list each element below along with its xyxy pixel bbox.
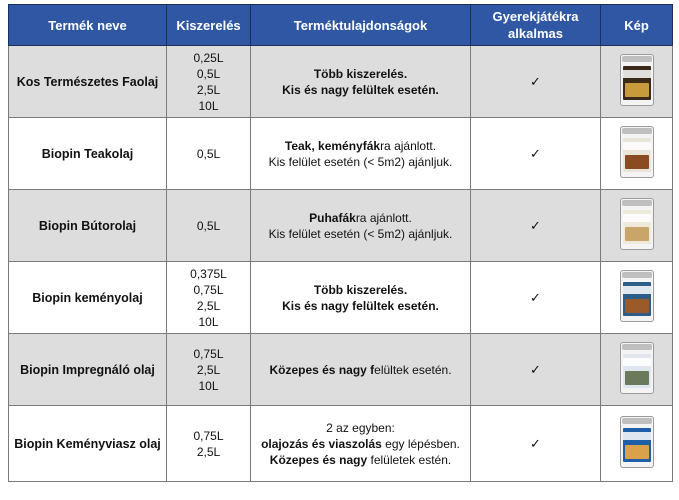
table-row: [9, 46, 673, 118]
property-text: Kis és nagy felültek esetén.: [282, 82, 439, 97]
kids-suitable-cell: [471, 118, 601, 190]
can-wood-sample: [625, 371, 649, 385]
product-name-cell: Biopin Bútorolaj: [9, 190, 167, 262]
property-text: egy lépésben.: [381, 436, 460, 451]
can-wood-sample: [625, 83, 649, 97]
product-name-cell: Biopin Impregnáló olaj: [9, 334, 167, 406]
table-row: [9, 406, 673, 482]
checkmark-icon: ✓: [530, 145, 541, 161]
kemenyolaj-can-icon: [620, 270, 654, 322]
property-text: Kis felület esetén (< 5m2) ajánljuk.: [268, 154, 453, 169]
can-lid: [622, 200, 652, 206]
property-line: [255, 298, 466, 314]
property-text: ra ajánlott.: [380, 138, 437, 153]
property-line: [255, 420, 466, 436]
product-image-cell: [601, 334, 673, 406]
can-stripe: [623, 432, 651, 440]
can-lid: [622, 272, 652, 278]
table-row: [9, 262, 673, 334]
impregnalo-can-icon: [620, 342, 654, 394]
size-value: 0,5L: [196, 146, 221, 161]
size-value: 2,5L: [196, 82, 221, 97]
property-line: [255, 452, 466, 468]
can-lid: [622, 344, 652, 350]
teakolaj-can-icon: [620, 126, 654, 178]
table-row: [9, 190, 673, 262]
size-value: 0,25L: [193, 50, 224, 65]
property-text: Teak, keményfák: [284, 138, 381, 153]
property-line: [255, 154, 466, 170]
header-kids-suitable: Gyerekjátékra alkalmas: [471, 5, 601, 46]
can-lid: [622, 56, 652, 62]
property-text: felületek estén.: [367, 452, 452, 467]
product-table: [8, 4, 673, 482]
table-body: [9, 46, 673, 482]
kids-suitable-cell: [471, 46, 601, 118]
property-text: elültek esetén.: [374, 362, 452, 377]
size-value: 2,5L: [196, 444, 221, 459]
property-text: olajozás és viaszolás: [261, 436, 382, 451]
can-stripe: [623, 358, 651, 366]
checkmark-icon: ✓: [530, 217, 541, 233]
product-image-cell: [601, 118, 673, 190]
size-value: 0,75L: [193, 428, 224, 443]
property-line: [255, 226, 466, 242]
property-text: Több kiszerelés.: [313, 66, 408, 81]
property-text: Több kiszerelés.: [313, 282, 408, 297]
kids-suitable-cell: [471, 406, 601, 482]
property-text: 2 az egyben:: [326, 420, 395, 435]
header-size: Kiszerelés: [167, 5, 251, 46]
can-lid: [622, 418, 652, 424]
property-line: [255, 362, 466, 378]
product-image-cell: [601, 406, 673, 482]
can-stripe: [623, 286, 651, 294]
butorolaj-can-icon: [620, 198, 654, 250]
product-image-cell: [601, 262, 673, 334]
property-line: [255, 138, 466, 154]
kemenyviasz-can-icon: [620, 416, 654, 468]
table-row: [9, 118, 673, 190]
checkmark-icon: ✓: [530, 435, 541, 451]
property-text: Közepes és nagy: [269, 452, 368, 467]
size-value: 2,5L: [196, 362, 221, 377]
size-cell: [167, 262, 251, 334]
size-value: 0,375L: [190, 266, 227, 281]
checkmark-icon: ✓: [530, 73, 541, 89]
property-text: ra ajánlott.: [355, 210, 412, 225]
property-line: [255, 436, 466, 452]
size-value: 0,75L: [193, 282, 224, 297]
header-product-name: Termék neve: [9, 5, 167, 46]
product-image-cell: [601, 46, 673, 118]
header-image: Kép: [601, 5, 673, 46]
size-value: 0,5L: [196, 218, 221, 233]
properties-cell: [251, 406, 471, 482]
size-value: 10L: [198, 98, 219, 113]
size-cell: [167, 190, 251, 262]
size-value: 0,5L: [196, 66, 221, 81]
kids-suitable-cell: [471, 334, 601, 406]
properties-cell: [251, 262, 471, 334]
product-name-cell: Biopin Keményviasz olaj: [9, 406, 167, 482]
kids-suitable-cell: [471, 190, 601, 262]
property-text: Kis felület esetén (< 5m2) ajánljuk.: [268, 226, 453, 241]
size-cell: [167, 406, 251, 482]
product-name-cell: Biopin Teakolaj: [9, 118, 167, 190]
can-lid: [622, 128, 652, 134]
can-wood-sample: [625, 445, 649, 459]
product-name-cell: Kos Természetes Faolaj: [9, 46, 167, 118]
size-cell: [167, 334, 251, 406]
property-text: Közepes és nagy f: [269, 362, 375, 377]
kids-suitable-cell: [471, 262, 601, 334]
checkmark-icon: ✓: [530, 361, 541, 377]
properties-cell: [251, 334, 471, 406]
can-stripe: [623, 70, 651, 78]
can-stripe: [623, 214, 651, 222]
properties-cell: [251, 118, 471, 190]
size-value: 0,75L: [193, 346, 224, 361]
product-name-cell: Biopin keményolaj: [9, 262, 167, 334]
can-stripe: [623, 142, 651, 150]
table-header: [9, 5, 673, 46]
properties-cell: [251, 46, 471, 118]
can-wood-sample: [625, 155, 649, 169]
property-line: [255, 282, 466, 298]
property-text: Kis és nagy felültek esetén.: [282, 298, 439, 313]
size-value: 2,5L: [196, 298, 221, 313]
checkmark-icon: ✓: [530, 289, 541, 305]
properties-cell: [251, 190, 471, 262]
can-wood-sample: [625, 227, 649, 241]
product-image-cell: [601, 190, 673, 262]
size-cell: [167, 118, 251, 190]
property-line: [255, 82, 466, 98]
faolaj-can-icon: [620, 54, 654, 106]
size-value: 10L: [198, 378, 219, 393]
property-line: [255, 66, 466, 82]
size-cell: [167, 46, 251, 118]
can-wood-sample: [625, 299, 649, 313]
header-properties: Terméktulajdonságok: [251, 5, 471, 46]
size-value: 10L: [198, 314, 219, 329]
property-text: Puhafák: [309, 210, 356, 225]
property-line: [255, 210, 466, 226]
table-row: [9, 334, 673, 406]
